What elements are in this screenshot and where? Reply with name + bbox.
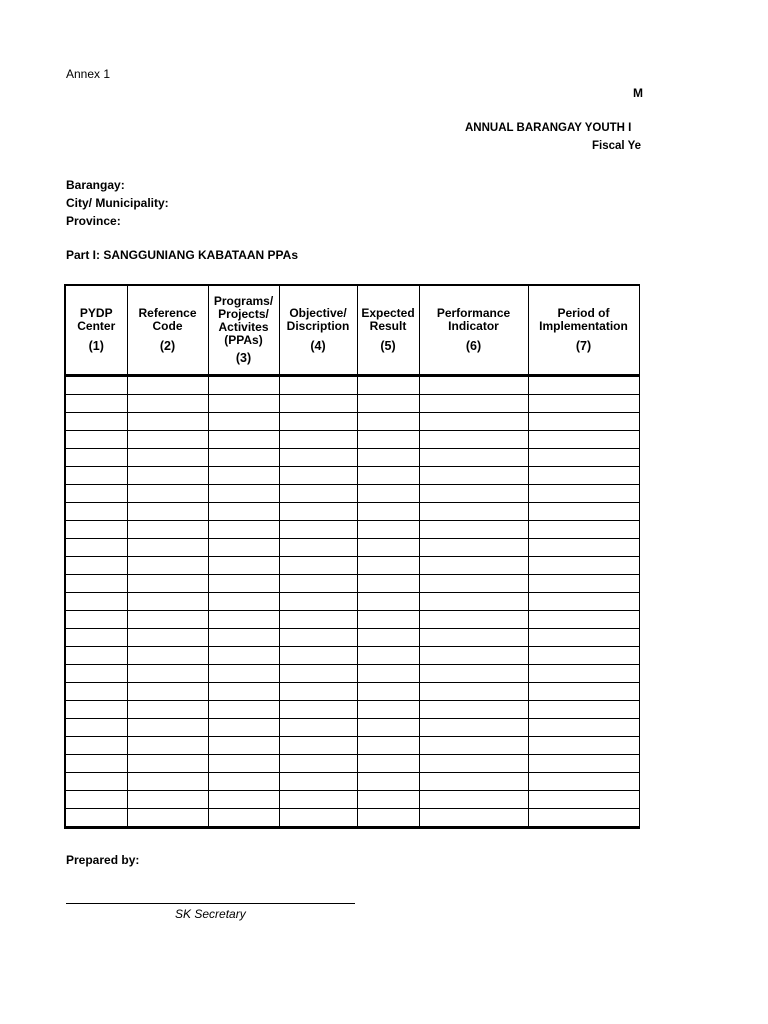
table-cell[interactable]	[279, 413, 357, 431]
table-row	[65, 376, 640, 395]
table-cell[interactable]	[639, 683, 640, 701]
table-cell[interactable]	[127, 376, 208, 395]
table-cell[interactable]	[639, 593, 640, 611]
table-cell[interactable]	[65, 809, 127, 828]
table-cell[interactable]	[528, 575, 639, 593]
table-cell[interactable]	[357, 485, 419, 503]
table-cell[interactable]	[639, 431, 640, 449]
table-cell[interactable]	[279, 395, 357, 413]
column-header-line: Discription	[286, 319, 350, 333]
table-row	[65, 719, 640, 737]
column-number: (6)	[465, 339, 482, 353]
table-row	[65, 665, 640, 683]
table-cell[interactable]	[127, 593, 208, 611]
table-cell[interactable]	[65, 755, 127, 773]
table-cell[interactable]	[65, 503, 127, 521]
column-number: (7)	[575, 339, 592, 353]
table-cell[interactable]	[65, 467, 127, 485]
table-cell[interactable]	[208, 701, 279, 719]
table-row	[65, 539, 640, 557]
table-cell[interactable]	[127, 575, 208, 593]
column-number: (5)	[380, 339, 396, 353]
table-cell[interactable]	[528, 449, 639, 467]
table-row	[65, 809, 640, 828]
table-cell[interactable]	[419, 449, 528, 467]
column-header-line: Projects/	[218, 307, 269, 321]
table-cell[interactable]	[127, 629, 208, 647]
table-cell[interactable]	[65, 719, 127, 737]
location-fields	[66, 176, 169, 230]
table-cell[interactable]	[208, 575, 279, 593]
table-cell[interactable]	[279, 467, 357, 485]
table-cell[interactable]	[127, 431, 208, 449]
table-cell[interactable]	[208, 737, 279, 755]
table-cell[interactable]	[279, 755, 357, 773]
table-cell[interactable]	[639, 395, 640, 413]
ppa-table	[64, 284, 640, 829]
table-cell[interactable]	[65, 395, 127, 413]
table-cell[interactable]	[528, 701, 639, 719]
column-header-6	[419, 285, 528, 376]
table-cell[interactable]	[419, 413, 528, 431]
table-cell[interactable]	[639, 521, 640, 539]
table-cell[interactable]	[357, 809, 419, 828]
table-cell[interactable]	[419, 611, 528, 629]
table-cell[interactable]	[127, 737, 208, 755]
table-cell[interactable]	[419, 665, 528, 683]
ppa-table-container	[64, 284, 640, 834]
table-cell[interactable]	[65, 539, 127, 557]
table-cell[interactable]	[357, 611, 419, 629]
table-row	[65, 683, 640, 701]
table-cell[interactable]	[357, 593, 419, 611]
table-cell[interactable]	[639, 629, 640, 647]
table-cell[interactable]	[208, 485, 279, 503]
part-heading: Part I: SANGGUNIANG KABATAAN PPAs	[66, 248, 299, 262]
table-cell[interactable]	[528, 791, 639, 809]
table-cell[interactable]	[528, 395, 639, 413]
column-header-4	[279, 285, 357, 376]
table-row	[65, 503, 640, 521]
table-cell[interactable]	[639, 719, 640, 737]
table-cell[interactable]	[127, 683, 208, 701]
table-row	[65, 737, 640, 755]
signatory-role: SK Secretary	[175, 907, 246, 921]
table-cell[interactable]	[357, 376, 419, 395]
column-header-line: Indicator	[448, 319, 499, 333]
table-row	[65, 467, 640, 485]
column-header-line: PYDP	[79, 306, 113, 320]
table-cell[interactable]	[528, 593, 639, 611]
table-cell[interactable]	[357, 629, 419, 647]
table-cell[interactable]	[127, 467, 208, 485]
table-cell[interactable]	[419, 737, 528, 755]
column-header-line: Code	[152, 319, 183, 333]
table-cell[interactable]	[357, 737, 419, 755]
table-cell[interactable]	[208, 557, 279, 575]
table-cell[interactable]	[419, 467, 528, 485]
column-header-line: Expected	[361, 306, 415, 320]
table-cell[interactable]	[127, 413, 208, 431]
table-row	[65, 755, 640, 773]
table-cell[interactable]	[357, 791, 419, 809]
table-cell[interactable]	[419, 557, 528, 575]
table-cell[interactable]	[419, 773, 528, 791]
table-cell[interactable]	[65, 575, 127, 593]
table-cell[interactable]	[419, 647, 528, 665]
table-row	[65, 629, 640, 647]
table-cell[interactable]	[528, 431, 639, 449]
table-cell[interactable]	[639, 755, 640, 773]
table-row	[65, 701, 640, 719]
table-cell[interactable]	[279, 809, 357, 828]
table-cell[interactable]	[528, 521, 639, 539]
table-cell[interactable]	[528, 539, 639, 557]
table-cell[interactable]	[279, 701, 357, 719]
table-cell[interactable]	[357, 683, 419, 701]
table-cell[interactable]	[419, 791, 528, 809]
table-cell[interactable]	[279, 575, 357, 593]
table-cell[interactable]	[419, 376, 528, 395]
table-cell[interactable]	[127, 503, 208, 521]
table-cell[interactable]	[639, 503, 640, 521]
table-cell[interactable]	[279, 647, 357, 665]
column-header-line: Result	[369, 319, 407, 333]
table-row	[65, 773, 640, 791]
table-cell[interactable]	[279, 683, 357, 701]
table-row	[65, 593, 640, 611]
title-fragment: M	[633, 86, 643, 100]
table-row	[65, 647, 640, 665]
table-cell[interactable]	[208, 629, 279, 647]
table-cell[interactable]	[528, 683, 639, 701]
table-row	[65, 557, 640, 575]
table-cell[interactable]	[528, 467, 639, 485]
table-cell[interactable]	[419, 593, 528, 611]
table-cell[interactable]	[208, 611, 279, 629]
table-cell[interactable]	[419, 395, 528, 413]
table-cell[interactable]	[639, 467, 640, 485]
table-body	[65, 376, 640, 828]
table-cell[interactable]	[65, 557, 127, 575]
column-header-7	[528, 285, 639, 376]
table-cell[interactable]	[528, 755, 639, 773]
table-cell[interactable]	[357, 719, 419, 737]
column-number: (3)	[235, 351, 252, 365]
table-cell[interactable]	[419, 629, 528, 647]
table-cell[interactable]	[528, 809, 639, 828]
table-cell[interactable]	[357, 503, 419, 521]
table-cell[interactable]	[127, 755, 208, 773]
table-cell[interactable]	[639, 575, 640, 593]
table-cell[interactable]	[208, 755, 279, 773]
table-cell[interactable]	[357, 539, 419, 557]
table-cell[interactable]	[528, 376, 639, 395]
table-cell[interactable]	[208, 395, 279, 413]
table-cell[interactable]	[279, 557, 357, 575]
table-cell[interactable]	[279, 521, 357, 539]
column-header-line: Objective/	[289, 306, 347, 320]
table-cell[interactable]	[528, 503, 639, 521]
table-cell[interactable]	[357, 467, 419, 485]
table-cell[interactable]	[65, 737, 127, 755]
table-cell[interactable]	[528, 647, 639, 665]
table-cell[interactable]	[639, 737, 640, 755]
annex-label: Annex 1	[66, 67, 111, 81]
column-header-2	[127, 285, 208, 376]
table-cell[interactable]	[279, 737, 357, 755]
table-cell[interactable]	[357, 575, 419, 593]
table-cell[interactable]	[279, 449, 357, 467]
table-cell[interactable]	[279, 665, 357, 683]
table-row	[65, 431, 640, 449]
table-cell[interactable]	[65, 485, 127, 503]
table-cell[interactable]	[528, 485, 639, 503]
table-cell[interactable]	[357, 413, 419, 431]
table-cell[interactable]	[208, 503, 279, 521]
table-cell[interactable]	[279, 629, 357, 647]
table-cell[interactable]	[127, 791, 208, 809]
table-row	[65, 413, 640, 431]
table-row	[65, 395, 640, 413]
table-cell[interactable]	[279, 485, 357, 503]
column-header-8	[639, 285, 640, 376]
table-row	[65, 449, 640, 467]
table-cell[interactable]	[208, 431, 279, 449]
table-cell[interactable]	[528, 413, 639, 431]
table-cell[interactable]	[127, 701, 208, 719]
table-cell[interactable]	[419, 809, 528, 828]
table-cell[interactable]	[419, 539, 528, 557]
table-cell[interactable]	[419, 521, 528, 539]
table-cell[interactable]	[65, 449, 127, 467]
province-field-label: Province:	[66, 214, 121, 228]
table-cell[interactable]	[639, 376, 640, 395]
table-cell[interactable]	[208, 809, 279, 828]
table-cell[interactable]	[357, 395, 419, 413]
table-cell[interactable]	[208, 665, 279, 683]
table-cell[interactable]	[419, 431, 528, 449]
table-cell[interactable]	[127, 647, 208, 665]
table-cell[interactable]	[419, 485, 528, 503]
table-row	[65, 791, 640, 809]
table-cell[interactable]	[127, 395, 208, 413]
column-header-line: Period of	[557, 306, 610, 320]
table-cell[interactable]	[419, 755, 528, 773]
table-cell[interactable]	[65, 773, 127, 791]
barangay-field-label: Barangay:	[66, 178, 125, 192]
table-row	[65, 611, 640, 629]
table-cell[interactable]	[65, 611, 127, 629]
table-cell[interactable]	[639, 665, 640, 683]
table-cell[interactable]	[127, 611, 208, 629]
table-cell[interactable]	[639, 701, 640, 719]
table-cell[interactable]	[208, 521, 279, 539]
column-header-line: (PPAs)	[224, 333, 263, 347]
column-header-line: Programs/	[213, 294, 274, 308]
table-cell[interactable]	[419, 683, 528, 701]
table-cell[interactable]	[279, 773, 357, 791]
table-cell[interactable]	[357, 521, 419, 539]
table-cell[interactable]	[357, 557, 419, 575]
table-cell[interactable]	[208, 719, 279, 737]
column-header-line: Performance	[436, 306, 511, 320]
table-cell[interactable]	[127, 809, 208, 828]
table-cell[interactable]	[639, 611, 640, 629]
table-cell[interactable]	[65, 683, 127, 701]
table-cell[interactable]	[639, 449, 640, 467]
table-cell[interactable]	[208, 449, 279, 467]
table-cell[interactable]	[208, 773, 279, 791]
table-cell[interactable]	[639, 773, 640, 791]
table-cell[interactable]	[357, 449, 419, 467]
fiscal-year-label: Fiscal Ye	[592, 140, 642, 152]
document-title: ANNUAL BARANGAY YOUTH I	[465, 122, 632, 134]
column-number: (1)	[88, 339, 104, 353]
prepared-by-label: Prepared by:	[66, 853, 140, 867]
table-cell[interactable]	[65, 521, 127, 539]
table-cell[interactable]	[208, 647, 279, 665]
column-header-3	[208, 285, 279, 376]
table-row	[65, 521, 640, 539]
table-cell[interactable]	[127, 485, 208, 503]
table-cell[interactable]	[528, 773, 639, 791]
column-header-line: Implementation	[539, 319, 628, 333]
column-number: (4)	[310, 339, 326, 353]
table-cell[interactable]	[279, 503, 357, 521]
table-cell[interactable]	[208, 376, 279, 395]
table-cell[interactable]	[419, 701, 528, 719]
table-row	[65, 485, 640, 503]
table-cell[interactable]	[279, 431, 357, 449]
city-municipality-field-label: City/ Municipality:	[66, 196, 169, 210]
column-header-line: Reference	[138, 306, 197, 320]
column-header-5	[357, 285, 419, 376]
table-cell[interactable]	[127, 773, 208, 791]
table-cell[interactable]	[65, 413, 127, 431]
table-cell[interactable]	[208, 467, 279, 485]
table-cell[interactable]	[127, 719, 208, 737]
table-cell[interactable]	[208, 539, 279, 557]
table-cell[interactable]	[279, 376, 357, 395]
table-cell[interactable]	[528, 719, 639, 737]
column-header-line: Activites	[218, 320, 269, 334]
table-cell[interactable]	[279, 791, 357, 809]
signature-line	[66, 903, 355, 904]
table-cell[interactable]	[357, 701, 419, 719]
table-cell[interactable]	[357, 773, 419, 791]
table-cell[interactable]	[357, 755, 419, 773]
table-cell[interactable]	[65, 376, 127, 395]
table-cell[interactable]	[65, 629, 127, 647]
table-cell[interactable]	[127, 521, 208, 539]
table-cell[interactable]	[419, 719, 528, 737]
table-cell[interactable]	[65, 701, 127, 719]
table-cell[interactable]	[419, 503, 528, 521]
table-cell[interactable]	[528, 665, 639, 683]
table-cell[interactable]	[65, 431, 127, 449]
table-cell[interactable]	[528, 629, 639, 647]
table-cell[interactable]	[279, 611, 357, 629]
table-cell[interactable]	[357, 665, 419, 683]
column-header-1	[65, 285, 127, 376]
table-cell[interactable]	[639, 539, 640, 557]
table-cell[interactable]	[127, 539, 208, 557]
table-cell[interactable]	[65, 647, 127, 665]
table-cell[interactable]	[639, 809, 640, 828]
table-cell[interactable]	[208, 413, 279, 431]
table-cell[interactable]	[279, 719, 357, 737]
table-cell[interactable]	[528, 557, 639, 575]
table-cell[interactable]	[357, 647, 419, 665]
table-cell[interactable]	[279, 593, 357, 611]
table-cell[interactable]	[65, 665, 127, 683]
table-cell[interactable]	[528, 611, 639, 629]
table-cell[interactable]	[127, 449, 208, 467]
table-cell[interactable]	[65, 593, 127, 611]
table-cell[interactable]	[127, 665, 208, 683]
table-cell[interactable]	[127, 557, 208, 575]
table-cell[interactable]	[65, 791, 127, 809]
table-cell[interactable]	[639, 647, 640, 665]
table-cell[interactable]	[639, 485, 640, 503]
table-cell[interactable]	[639, 413, 640, 431]
table-cell[interactable]	[208, 791, 279, 809]
table-cell[interactable]	[208, 683, 279, 701]
table-cell[interactable]	[528, 737, 639, 755]
column-header-line: Center	[77, 319, 116, 333]
table-cell[interactable]	[419, 575, 528, 593]
table-row	[65, 575, 640, 593]
table-cell[interactable]	[208, 593, 279, 611]
table-cell[interactable]	[279, 539, 357, 557]
table-cell[interactable]	[639, 791, 640, 809]
table-cell[interactable]	[639, 557, 640, 575]
table-header-row	[65, 285, 640, 376]
table-cell[interactable]	[357, 431, 419, 449]
column-number: (2)	[159, 339, 176, 353]
